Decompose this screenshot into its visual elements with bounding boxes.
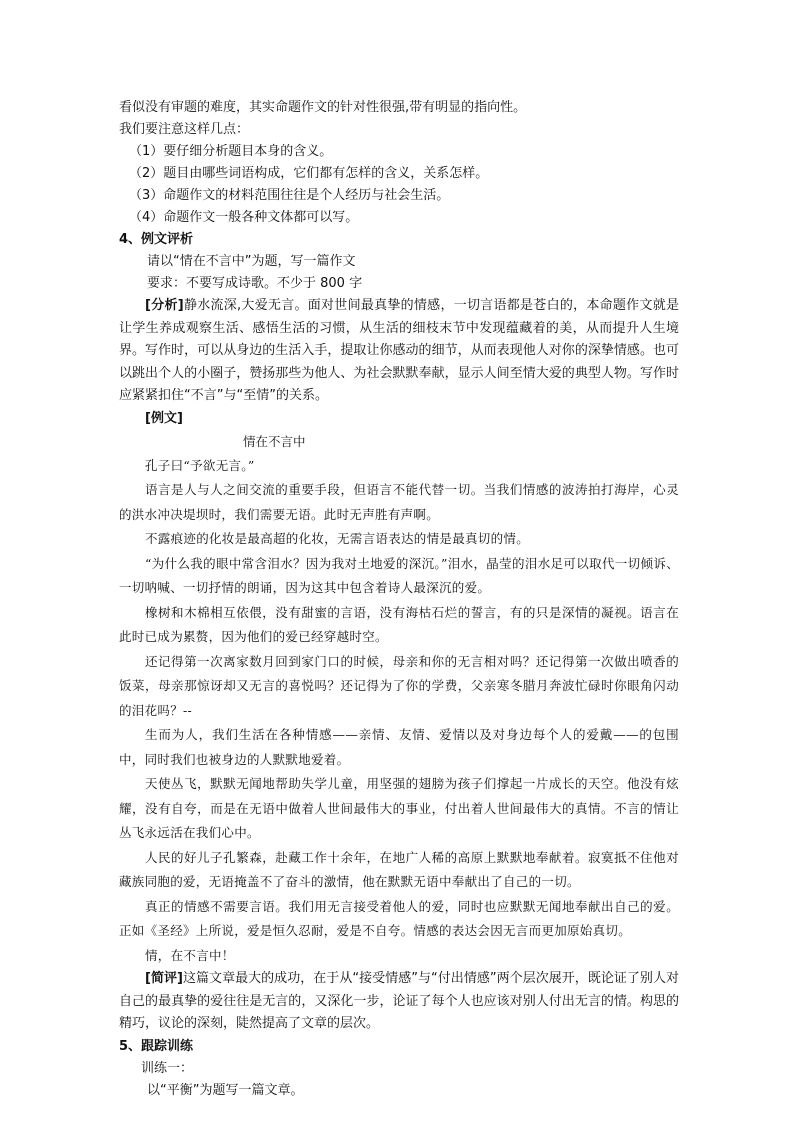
intro-line-1: 看似没有审题的难度，其实命题作文的针对性很强,带有明显的指向性。	[119, 100, 527, 115]
essay-paragraph-6: 还记得第一次离家数月回到家门口的时候，母亲和你的无言相对吗？还记得第一次做出喷香的饭菜，母亲那惊讶却又无言的喜悦吗？还记得为了你的学费，父亲寒冬腊月奔波忙碌时你眼角闪动的泪花吗？--	[119, 653, 679, 718]
exercise-label: 训练一：	[141, 1060, 194, 1076]
analysis-text: 静水流深,大爱无言。面对世间最真挚的情感，一切言语都是苍白的，本命题作文就是让学生养成观察生活、感悟生活的习惯，从生活的细枝末节中发现蕴藏着的美，从而提升人生境界。写作时，可以从身边的生活入手，提取让你感动的细节，从而表现他人对你的深挚情感。也可以跳出个人的小圈子，赞扬那些为他人、为社会默默奉献，显示人间至情大爱的典型人物。写作时应紧紧扣住“不言”与“至情”的关系。	[119, 298, 679, 403]
essay-paragraph-3: 不露痕迹的化妆是最高超的化妆，无需言语表达的情是最真切的情。	[145, 531, 530, 546]
section-5-heading: 5、跟踪训练	[119, 1038, 194, 1054]
document-body	[119, 97, 679, 1102]
essay-title: 情在不言中	[243, 433, 306, 449]
analysis-paragraph	[119, 295, 679, 408]
essay-paragraph-10: 真正的情感不需要言语。我们用无言接受着他人的爱，同时也应默默无闻地奉献出自己的爱。正如《圣经》上所说，爱是恒久忍耐，爱是不自夸。情感的表达会因无言而更加原始真切。	[119, 898, 679, 938]
essay-paragraph-7: 生而为人，我们生活在各种情感——亲情、友情、爱情以及对身边每个人的爱戴——的包围中，同时我们也被身边的人默默地爱着。	[119, 727, 679, 767]
essay-paragraph-11: 情，在不言中！	[145, 947, 235, 963]
essay-requirement: 要求：不要写成诗歌。不少于 800 字	[147, 276, 363, 291]
analysis-tag: [分析]	[145, 298, 184, 313]
point-3: （3）命题作文的材料范围往往是个人经历与社会生活。	[129, 188, 450, 203]
essay-paragraph-5: 橡树和木棉相互依偎，没有甜蜜的言语，没有海枯石烂的誓言，有的只是深情的凝视。语言在此时已成为累赘，因为他们的爱已经穿越时空。	[119, 604, 679, 644]
exercise-text: 以“平衡”为题写一篇文章。	[147, 1082, 304, 1098]
essay-paragraph-8: 天使丛飞，默默无闻地帮助失学儿童，用坚强的翅膀为孩子们撑起一片成长的天空。他没有炫耀，没有自夸，而是在无语中做着人世间最伟大的事业，付出着人世间最伟大的真情。不言的情让丛飞永远活在我们心中。	[119, 776, 679, 840]
review-tag: [简评]	[145, 971, 183, 986]
essay-prompt: 请以“情在不言中”为题，写一篇作文	[147, 254, 356, 269]
essay-paragraph-9: 人民的好儿子孔繁森，赴藏工作十余年，在地广人稀的高原上默默地奉献着。寂寞抵不住他对藏族同胞的爱，无语掩盖不了奋斗的激情，他在默默无语中奉献出了自己的一切。	[119, 849, 679, 889]
essay-paragraph-4: “为什么我的眼中常含泪水？因为我对土地爱的深沉。”泪水，晶莹的泪水足可以取代一切倾诉、一切呐喊、一切抒情的朗诵，因为这其中包含着诗人最深沉的爱。	[119, 555, 679, 595]
review-paragraph	[119, 968, 679, 1036]
review-text: 这篇文章最大的成功，在于从“接受情感”与“付出情感”两个层次展开，既论证了别人对自己的最真挚的爱往往是无言的，又深化一步，论证了每个人也应该对别人付出无言的情。构思的精巧，议论的深刻，陡然提高了文章的层次。	[119, 971, 679, 1031]
intro-line-2: 我们要注意这样几点：	[119, 122, 250, 137]
example-tag: [例文]	[145, 410, 183, 426]
point-4: （4）命题作文一般各种文体都可以写。	[129, 210, 359, 225]
essay-paragraph-2: 语言是人与人之间交流的重要手段，但语言不能代替一切。当我们情感的波涛拍打海岸，心灵的洪水冲决堤坝时，我们需要无语。此时无声胜有声啊。	[119, 482, 679, 522]
essay-paragraph-1: 孔子曰“予欲无言。”	[145, 457, 255, 473]
point-2: （2）题目由哪些词语构成，它们都有怎样的含义，关系怎样。	[129, 166, 489, 181]
point-1: （1）要仔细分析题目本身的含义。	[129, 144, 333, 159]
section-4-heading: 4、例文评析	[119, 232, 194, 247]
